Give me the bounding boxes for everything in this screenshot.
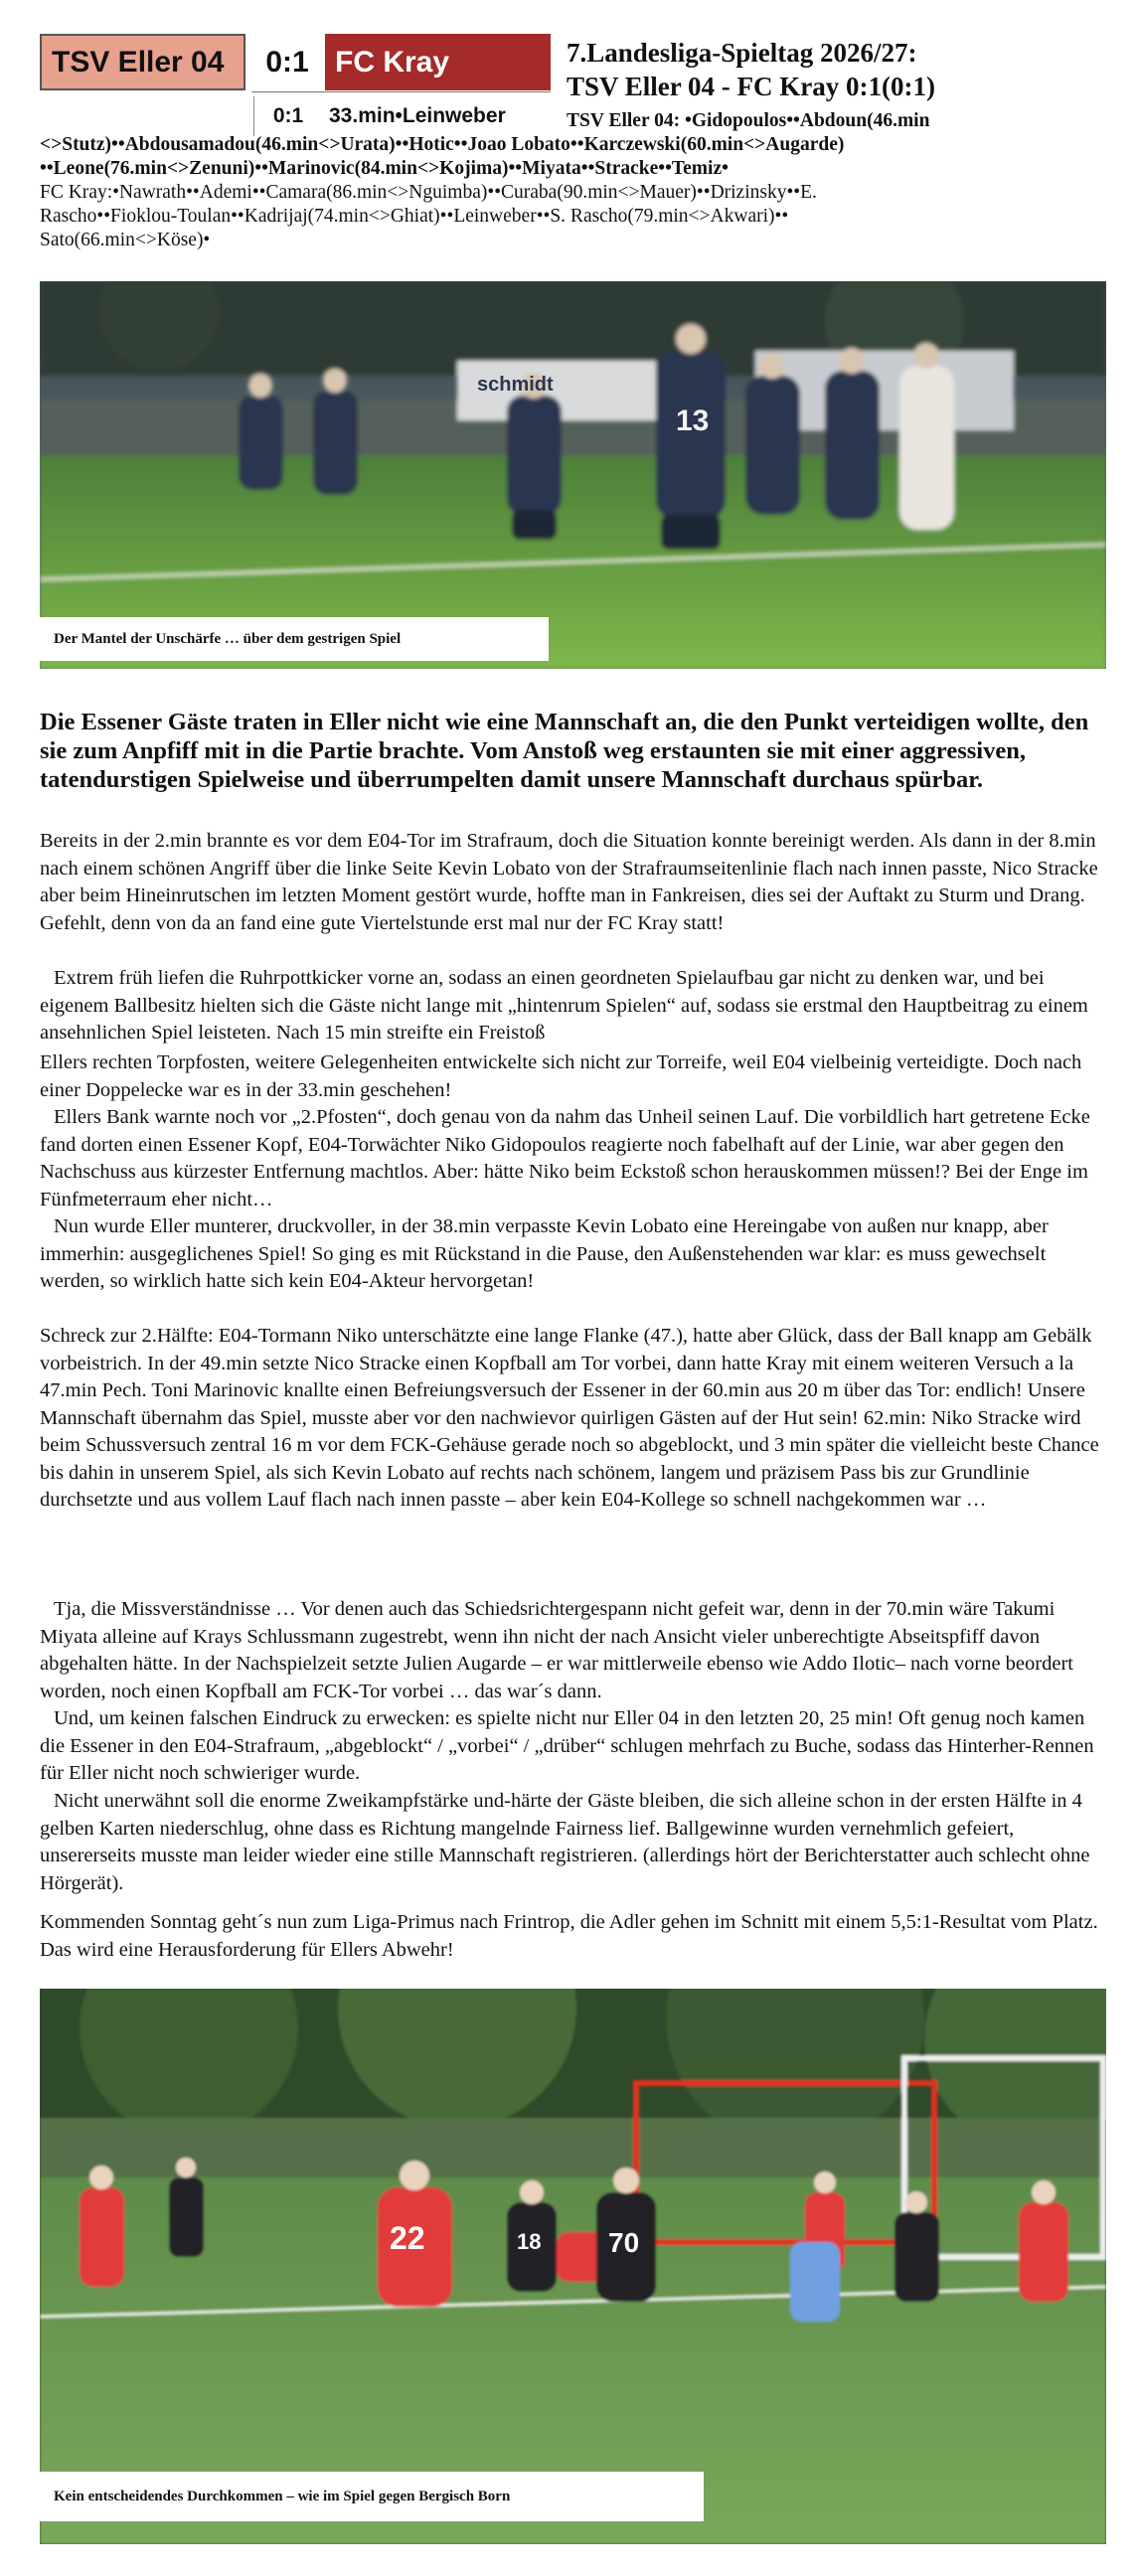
article-paragraph-6: Schreck zur 2.Hälfte: E04-Tormann Niko unterschätzte eine lange Flanke (47.), hatte aber Glück, dass der Ball knapp am Gebälk vorbeistrich. In der 49.min setzte Nico Stracke einen Kopfball am Tor vorbei, dann hatte Kray mit einem weiteren Versuch a la 47.min Pech. Toni Marinovic knallte einen Befreiungsversuch der Essener in der 60.min aus 20 m über das Tor: endlich! Unsere Mannschaft übernahm das Spiel, musste aber vor den nachwievor quirligen Gästen auf der Hut sein! 62.min: Niko Stracke wird beim Schussversuch zentral 16 m vor dem FCK-Gehäuse gerade noch so abgeblockt, und 3 min später die vielleicht beste Chance bis dahin in unserem Spiel, als sich Kevin Lobato auf rechts nach schönem, langem und präzisem Pass bis zur Grundlinie durchsetzte und aus vollem Lauf flach nach innen passte – aber kein E04-Kollege so schnell nachgekommen war … (40, 1325, 1099, 1511)
article-paragraph-7: Tja, die Missverständnisse … Vor denen auch das Schiedsrichtergespann nicht gefeit war, denn in der 70.min wäre Takumi Miyata alleine auf Krays Schlussmann zugestrebt, wenn ihn nicht der nach Ansicht vieler unberechtigte Abseitspfiff davon abgehalten hätte. In der Nachspielzeit setzte Julien Augarde – er war mittlerweile ebenso wie Addo Ilotic– nach vorne beordert worden, noch einen Kopfball am FCK-Tor vorbei … das war´s dann. (40, 1598, 1073, 1702)
article-paragraph-8: Und, um keinen falschen Eindruck zu erwecken: es spielte nicht nur Eller 04 in den letzten 20, 25 min! Oft genug noch kamen die Essener in den E04-Strafraum, „abgeblockt“ / „vorbei“ / „drüber“ schlugen mehrfach zu Buche, sodass das Hinterher-Rennen für Eller nicht noch schwieriger wurde. (40, 1707, 1094, 1784)
final-score: 0:1 (253, 34, 321, 90)
half-time-score: 0:1 (253, 96, 322, 136)
jersey-number-18: 18 (517, 2229, 542, 2254)
kray-lineup-line-2: Rascho••Fioklou-Toulan••Kadrijaj(74.min<>Ghiat)••Leinweber••S. Rascho(79.min<>Akwari)•• (40, 206, 789, 227)
article-paragraph-9: Nicht unerwähnt soll die enorme Zweikampfstärke und-härte der Gäste bleiben, die sich alleine schon in der ersten Hälfte in 4 gelben Karten niederschlug, ohne dass es Richtung mangelnde Fairness lief. Ballgewinne wurden vernehmlich gefeiert, unsererseits musste man leider wieder eine stille Mannschaft registrieren. (allerdings hört der Berichterstatter auch schlecht ohne Hörgerät). (40, 1790, 1090, 1894)
article-lead: Die Essener Gäste traten in Eller nicht wie eine Mannschaft an, die den Punkt verteidigen wollte, den sie zum Anpfiff mit in die Partie brachte. Vom Anstoß weg erstaunten sie mit einer aggressiven, tatendurstigen Spielweise und überrumpelten damit unsere Mannschaft durchaus spürbar. (40, 709, 1089, 793)
eller-lineup-line-1 (40, 109, 1113, 133)
eller-lineup-start: •Gidopoulos••Abdoun(46.min (685, 110, 930, 131)
match-photo-2 (40, 1989, 1106, 2544)
eller-lineup-line-3: ••Leone(76.min<>Zenuni)••Marinovic(84.min<>Kojima)••Miyata••Stracke••Temiz• (40, 158, 729, 179)
article-paragraph-4: Ellers Bank warnte noch vor „2.Pfosten“, doch genau von da nahm das Unheil seinen Lauf. Die vorbildlich hart getretene Ecke fand dorten einen Essener Kopf, E04-Torwächter Niko Gidopoulos reagierte noch fabelhaft auf der Linie, war aber gegen den Nachschuss aus kürzester Entfernung machtlos. Aber: hätte Niko beim Eckstoß schon herauskommen müssen!? Bei der Enge im Fünfmeterraum eher nicht… (40, 1106, 1090, 1210)
jersey-number-70: 70 (608, 2227, 640, 2258)
match-photo-1-image (40, 281, 1106, 669)
jersey-number: 13 (676, 404, 710, 437)
photo-1-caption: Der Mantel der Unschärfe … über dem gestrigen Spiel (40, 617, 549, 661)
kray-lineup-line-1: FC Kray:•Nawrath••Ademi••Camara(86.min<>Nguimba)••Curaba(90.min<>Mauer)••Drizinsky••E. (40, 182, 817, 203)
home-team-label: TSV Eller 04 (40, 34, 245, 90)
article-paragraph-3: Ellers rechten Torpfosten, weitere Gelegenheiten entwickelte sich nicht zur Torreife, weil E04 vielbeinig verteidigte. Doch nach einer Doppelecke war es in der 33.min geschehen! (40, 1051, 1082, 1101)
match-title-line-2: TSV Eller 04 - FC Kray 0:1(0:1) (567, 72, 935, 101)
match-photo-1 (40, 281, 1106, 669)
article-paragraph-5: Nun wurde Eller munterer, druckvoller, in der 38.min verpasste Kevin Lobato eine Hereingabe von außen nur knapp, aber immerhin: ausgeglichenes Spiel! So ging es mit Rückstand in die Pause, den Außenstehenden war klar: es muss gewechselt werden, so wirklich hatte sich kein E04-Akteur hervorgetan! (40, 1215, 1049, 1292)
header-divider (251, 91, 551, 92)
sign-text: schmidt (477, 374, 554, 396)
goal-info: 33.min•Leinweber (329, 104, 506, 127)
eller-lineup-label: TSV Eller 04: (567, 110, 681, 131)
eller-lineup-line-2: <>Stutz)••Abdousamadou(46.min<>Urata)••Hotic••Joao Lobato••Karczewski(60.min<>Augarde) (40, 134, 845, 155)
article-paragraph-2: Extrem früh liefen die Ruhrpottkicker vorne an, sodass an einen geordneten Spielaufbau gar nicht zu denken war, und bei eigenem Ballbesitz hielten sich die Gäste nicht lange mit „hintenrum Spielen“ auf, sodass sie erstmal den Hauptbeitrag zu einem ansehnlichen Spiel leisteten. Nach 15 min streifte ein Freistoß (40, 967, 1088, 1044)
article-paragraph-1: Bereits in der 2.min brannte es vor dem E04-Tor im Strafraum, doch die Situation konnte bereinigt werden. Als dann in der 8.min nach einem schönen Angriff über die linke Seite Kevin Lobato von der Strafraumseitenlinie flach nach innen passte, Nico Stracke aber beim Hineinrutschen im letzten Moment gestört wurde, hoffte man in Fankreisen, dies sei der Auftakt zu Sturm und Drang. Gefehlt, denn von da an fand eine gute Viertelstunde erst mal nur der FC Kray statt! (40, 830, 1098, 934)
kray-lineup-line-3: Sato(66.min<>Köse)• (40, 230, 211, 250)
jersey-number-22: 22 (390, 2220, 425, 2256)
match-title-line-1: 7.Landesliga-Spieltag 2026/27: (567, 38, 917, 68)
photo-2-caption: Kein entscheidendes Durchkommen – wie im Spiel gegen Bergisch Born (40, 2472, 704, 2521)
match-photo-2-image (40, 1989, 1106, 2544)
away-team-label: FC Kray (325, 34, 551, 90)
match-title (567, 36, 1123, 103)
article-paragraph-10: Kommenden Sonntag geht´s nun zum Liga-Primus nach Frintrop, die Adler gehen im Schnitt mit einem 5,5:1-Resultat vom Platz. Das wird eine Herausforderung für Ellers Abwehr! (40, 1911, 1098, 1961)
lineups (40, 109, 1113, 252)
